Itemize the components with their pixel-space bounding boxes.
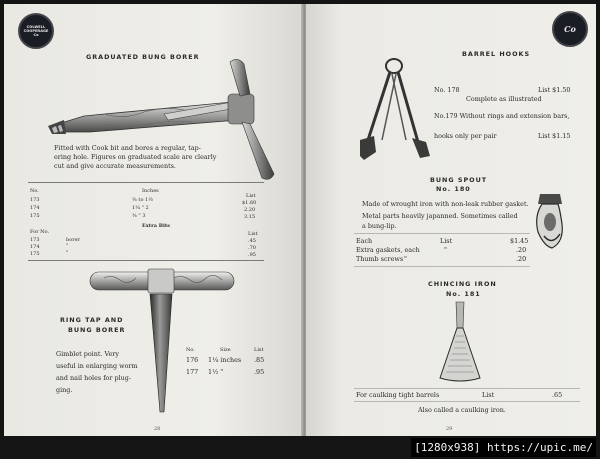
ring-tap-title-line-1: RING TAP AND: [60, 316, 124, 324]
bung-spout-row-col: List: [440, 237, 453, 245]
table-row-list: $1.60: [242, 200, 257, 206]
logo-line-2: COOPERAGE: [23, 28, 49, 33]
logo-line-1: COLWELL: [26, 24, 46, 29]
extra-bit-row-list: .45: [248, 238, 256, 244]
bung-borer-desc-line-2: ering hole. Figures on graduated scale are clearly: [54, 153, 217, 161]
ring-tap-row-no: 176: [186, 356, 199, 364]
col-header-inches: Inches: [142, 188, 159, 194]
bung-spout-row-col: ": [404, 255, 407, 263]
ring-tap-title-line-2: BUNG BORER: [68, 326, 126, 334]
extra-bit-row-no: 173: [30, 237, 40, 243]
bung-spout-row-price: .20: [516, 255, 527, 263]
chincing-iron-row-label: For caulking tight barrels: [356, 391, 440, 399]
table-top-rule: [28, 182, 264, 183]
page-number-right: 29: [446, 426, 453, 432]
barrel-hooks-item1-desc: Complete as illustrated: [466, 95, 542, 103]
chincing-iron-row-price: .65: [552, 391, 563, 399]
table-row-list: 2.20: [244, 207, 256, 213]
extra-bit-row-desc: ": [66, 250, 69, 256]
upic-watermark-link[interactable]: [1280x938] https://upic.me/: [411, 438, 596, 457]
extra-bit-row-no: 174: [30, 244, 40, 250]
ring-tap-row-size: 1½ ": [208, 368, 224, 376]
barrel-hooks-item2-b: hooks only per pair: [434, 132, 497, 140]
extra-bits-heading: Extra Bits: [142, 223, 170, 229]
logo-line-3: Co: [33, 33, 39, 38]
table-row-inches: ⅜ " 3: [132, 213, 146, 219]
ring-tap-row-list: .85: [254, 356, 265, 364]
table-row-no: 173: [30, 197, 40, 203]
table-row-inches: 1¼ " 2: [132, 205, 149, 211]
barrel-hooks-item2: No.179 Without rings and extension bars,: [434, 112, 570, 120]
barrel-hooks-illustration: [354, 56, 436, 168]
bung-spout-desc-2: Metal parts heavily japanned. Sometimes called: [362, 212, 518, 220]
col-header-list: List: [246, 193, 256, 199]
bung-spout-row-col: ": [444, 246, 447, 254]
chincing-iron-title: CHINCING IRON: [428, 280, 497, 288]
table-row-inches: ⅜ to 1½: [132, 197, 154, 203]
chincing-iron-illustration: [430, 298, 490, 388]
extra-bit-row-no: 175: [30, 251, 40, 257]
catalog-page-right: [306, 4, 596, 436]
col-header-for-no: For No.: [30, 229, 50, 235]
chincing-table-bottom-rule: [354, 401, 580, 402]
spout-table-bottom-rule: [354, 266, 530, 267]
extra-bit-row-list: .70: [248, 245, 256, 251]
bung-spout-desc-1: Made of wrought iron with non-leak rubber gasket.: [362, 200, 529, 208]
table-row-no: 174: [30, 205, 40, 211]
bung-borer-title: GRADUATED BUNG BORER: [86, 53, 200, 61]
bung-spout-row-label: Thumb screws: [356, 255, 404, 263]
ring-tap-desc-line-1: Gimblet point. Very: [56, 350, 119, 358]
colwell-cooperage-logo: [18, 13, 54, 49]
ring-tap-desc-line-2: useful in enlarging worm: [56, 362, 138, 370]
bung-spout-row-price: $1.45: [510, 237, 529, 245]
bung-spout-row-price: .20: [516, 246, 527, 254]
col-header-list: List: [248, 231, 258, 237]
bung-spout-row-label: Each: [356, 237, 373, 245]
col-header-no: No.: [30, 188, 39, 194]
extra-bit-row-desc: borer: [66, 237, 80, 243]
spout-table-top-rule: [354, 233, 530, 234]
ring-tap-illustration: [84, 266, 244, 418]
ring-tap-row-size: 1¼ inches: [208, 356, 242, 364]
barrel-hooks-title: BARREL HOOKS: [462, 50, 531, 58]
ring-tap-col-size: Size: [220, 347, 231, 353]
bung-spout-row-label: Extra gaskets, each: [356, 246, 420, 254]
barrel-hooks-item1-list: List $1.50: [538, 86, 571, 94]
table-row-list: 3.15: [244, 214, 256, 220]
bung-borer-desc-line-1: Fitted with Cook bit and bores a regular, tap-: [54, 144, 201, 152]
chincing-iron-row-col: List: [482, 391, 495, 399]
ring-tap-col-list: List: [254, 347, 264, 353]
barrel-hooks-item1-no: No. 178: [434, 86, 460, 94]
ring-tap-desc-line-4: ging.: [56, 386, 73, 394]
extra-bit-row-list: .95: [248, 252, 256, 258]
colwell-logo-right: [552, 11, 588, 47]
ring-tap-row-no: 177: [186, 368, 199, 376]
chincing-table-top-rule: [354, 388, 580, 389]
chincing-iron-note: Also called a caulking iron.: [418, 406, 506, 414]
bung-spout-illustration: [530, 190, 570, 254]
bung-borer-desc-line-3: cut and give accurate measurements.: [54, 162, 176, 170]
bung-spout-number: No. 180: [436, 185, 471, 193]
table-bottom-rule: [28, 260, 264, 261]
bung-spout-desc-3: a bung-lip.: [362, 222, 397, 230]
extra-bit-row-desc: ": [66, 243, 69, 249]
catalog-page-left: [4, 4, 303, 436]
chincing-iron-number: No. 181: [446, 290, 481, 298]
table-row-no: 175: [30, 213, 40, 219]
ring-tap-desc-line-3: and nail holes for plug-: [56, 374, 131, 382]
barrel-hooks-item2-list: List $1.15: [538, 132, 571, 140]
page-number-left: 28: [154, 426, 161, 432]
ring-tap-row-list: .95: [254, 368, 265, 376]
ring-tap-col-no: No.: [186, 347, 195, 353]
logo-mark-text: Co: [564, 23, 576, 34]
bung-spout-title: BUNG SPOUT: [430, 176, 488, 184]
